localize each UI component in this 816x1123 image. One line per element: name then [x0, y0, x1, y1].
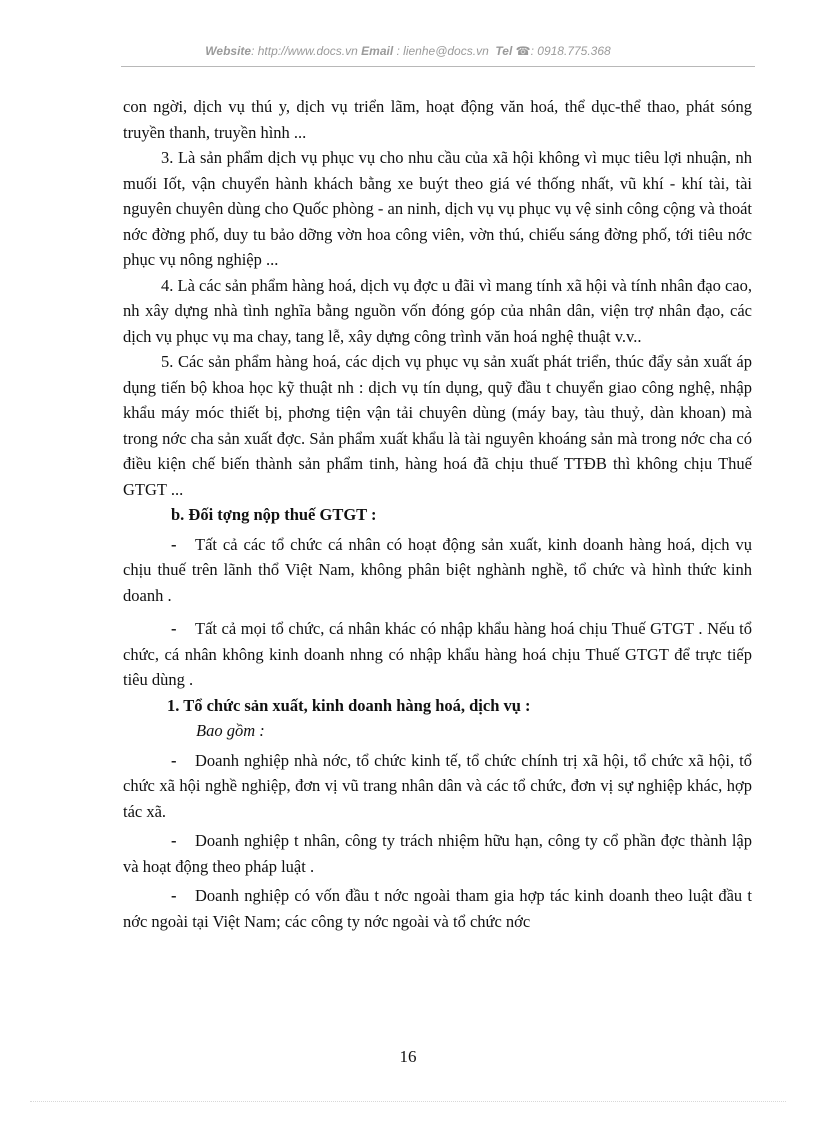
- dash-bullet: -: [171, 534, 177, 554]
- website-label: Website: [205, 44, 252, 58]
- bullet-text: Tất cả các tổ chức cá nhân có hoạt động sản xuất, kinh doanh hàng hoá, dịch vụ chịu thuế trên lãnh thổ Việt Nam, không phân biệt nghành nghề, tổ chức và hình thức kinh doanh .: [123, 534, 752, 605]
- bullet-text: Doanh nghiệp nhà nớc, tổ chức kinh tế, tổ chức chính trị xã hội, tổ chức xã hội, tổ chức xã hội nghề nghiệp, đơn vị vũ trang nhân dân và các tổ chức, đơn vị sự nghiệp khác, hợp tác xã.: [123, 750, 752, 821]
- bullet-text: Doanh nghiệp có vốn đầu t nớc ngoài tham gia hợp tác kinh doanh theo luật đầu t nớc ngoài tại Việt Nam; các công ty nớc ngoài và tổ chức nớc: [123, 886, 752, 931]
- section-heading-b: b. Đối tợng nộp thuế GTGT :: [171, 505, 377, 524]
- document-body: [123, 94, 752, 934]
- bullet-text: Doanh nghiệp t nhân, công ty trách nhiệm hữu hạn, công ty cổ phần đợc thành lập và hoạt động theo pháp luật .: [123, 831, 752, 876]
- bullet-paragraph-2: [123, 616, 752, 693]
- footer-divider: [30, 1101, 786, 1102]
- page-number: 16: [399, 1047, 417, 1066]
- dash-bullet: -: [171, 619, 177, 638]
- paragraph-item-4: 4. Là các sản phẩm hàng hoá, dịch vụ đợc u đãi vì mang tính xã hội và tính nhân đạo cao, nh xây dựng nhà tình nghĩa bằng nguồn vốn đóng góp của nhân dân, viện trợ nhân đạo, các dịch vụ phục vụ ma chay, tang lễ, xây dựng công trình văn hoá nghệ thuật v.v..: [123, 275, 752, 346]
- bullet-paragraph-3: [123, 748, 752, 825]
- tel-label: Tel: [495, 44, 513, 58]
- dash-bullet: -: [171, 750, 177, 770]
- email-value: : lienhe@docs.vn: [393, 44, 489, 58]
- paragraph-item-3: 3. Là sản phẩm dịch vụ phục vụ cho nhu cầu của xã hội không vì mục tiêu lợi nhuận, nh muối Iốt, vận chuyển hành khách bằng xe buýt theo giá vé thống nhất, vũ khí - khí tài, tài nguyên chuyên dùng cho Quốc phòng - an ninh, dịch vụ vụ phục vụ vệ sinh công cộng và thoát nớc đờng phố, duy tu bảo dỡng vờn hoa công viên, vờn thú, chiếu sáng đờng phố, tới tiêu nớc phục vụ nông nghiệp ...: [123, 148, 752, 269]
- bullet-text: Tất cả mọi tổ chức, cá nhân khác có nhập khẩu hàng hoá chịu Thuế GTGT . Nếu tổ chức, cá nhân không kinh doanh nhng có nhập khẩu hàng hoá chịu Thuế GTGT để trực tiếp tiêu dùng .: [123, 619, 752, 689]
- tel-value: ☎: 0918.775.368: [515, 44, 611, 58]
- bullet-paragraph-4: [123, 828, 752, 879]
- email-label: Email: [361, 44, 394, 58]
- section-heading-1: 1. Tổ chức sản xuất, kinh doanh hàng hoá, dịch vụ :: [167, 695, 531, 715]
- dash-bullet: -: [171, 831, 177, 850]
- paragraph-item-5: 5. Các sản phẩm hàng hoá, các dịch vụ phục vụ sản xuất phát triển, thúc đẩy sản xuất áp dụng tiến bộ khoa học kỹ thuật nh : dịch vụ tín dụng, quỹ đầu t chuyển giao công nghệ, nhập khẩu máy móc thiết bị, phơng tiện vận tải chuyên dùng (máy bay, tàu thuỷ, dàn khoan) mà trong nớc cha sản xuất đợc. Sản phẩm xuất khẩu là tài nguyên khoáng sản mà trong nớc cha có điều kiện chế biến thành sản phẩm tinh, hàng hoá đã chịu thuế TTĐB thì không chịu Thuế GTGT ...: [123, 352, 752, 499]
- bullet-paragraph-1: [123, 532, 752, 609]
- bao-gom-label: Bao gồm :: [196, 721, 265, 740]
- dash-bullet: -: [171, 886, 177, 905]
- bullet-paragraph-5: [123, 883, 752, 934]
- header-divider: [121, 66, 755, 67]
- page-header: [0, 44, 816, 58]
- paragraph-continuation: con ngời, dịch vụ thú y, dịch vụ triển lãm, hoạt động văn hoá, thể dục-thể thao, phát sóng truyền thanh, truyền hình ...: [123, 97, 752, 142]
- website-value: : http://www.docs.vn: [251, 44, 358, 58]
